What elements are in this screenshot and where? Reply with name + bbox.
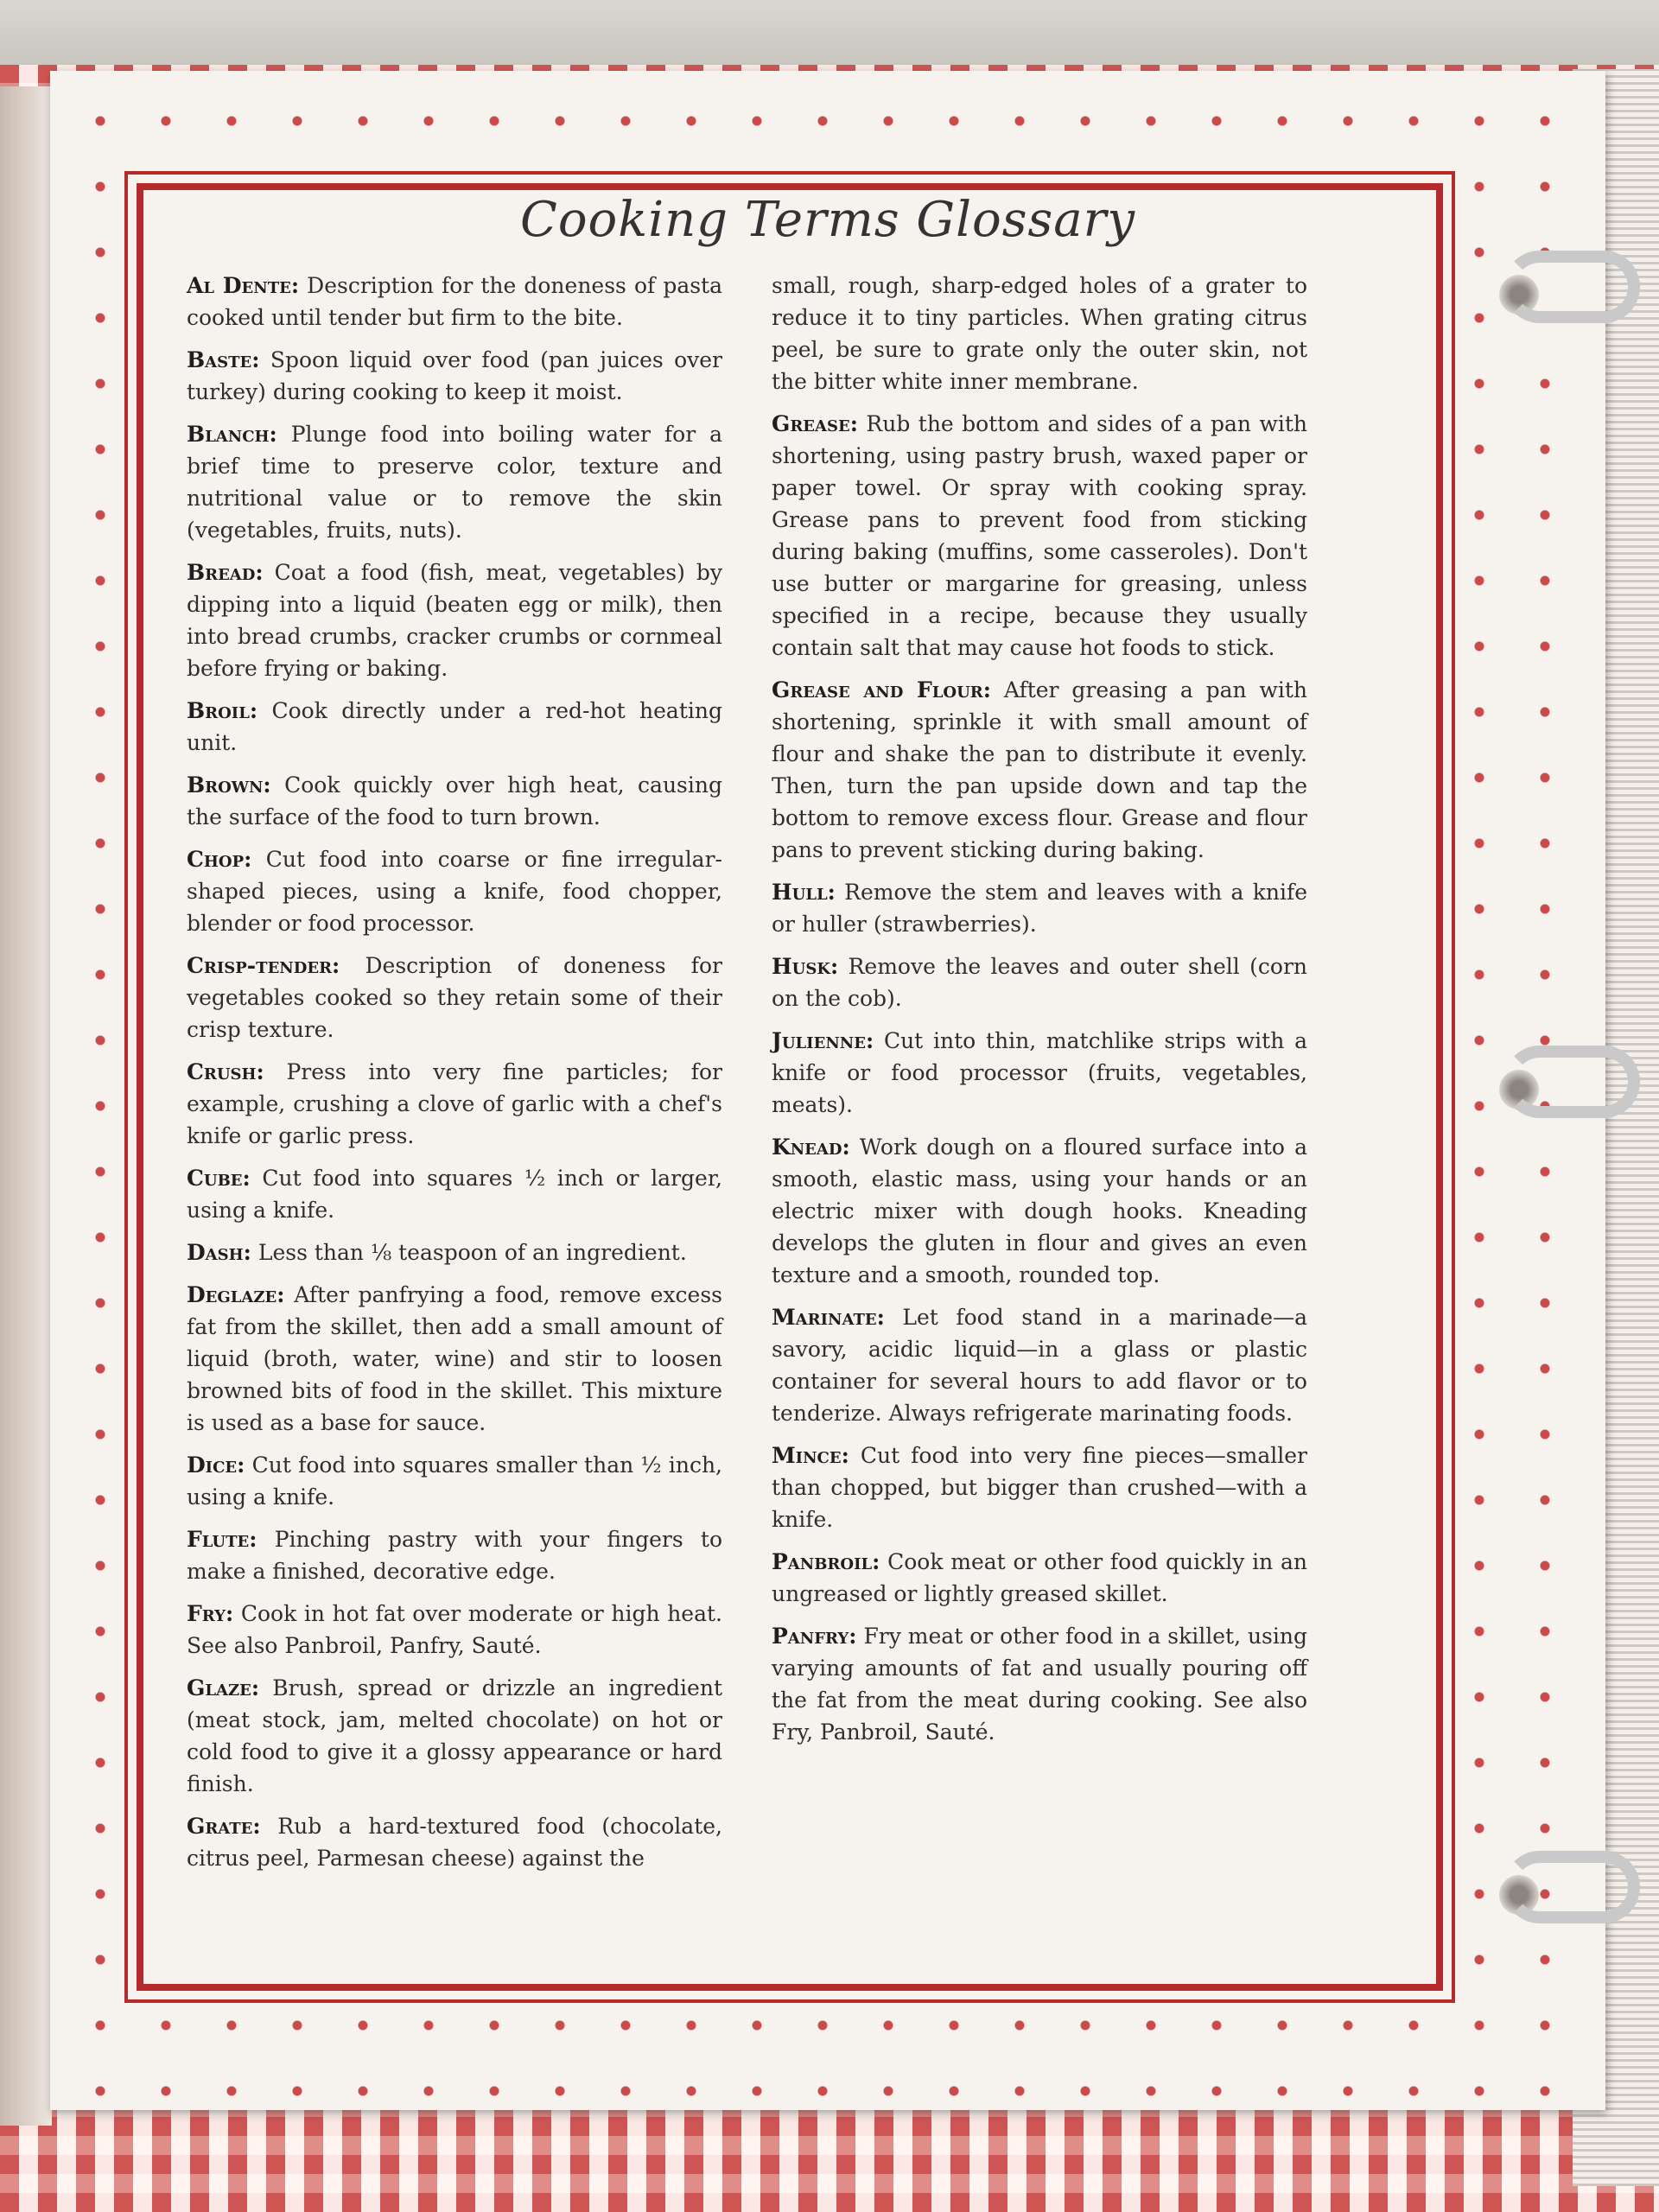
- definition: Brush, spread or drizzle an ingredient (meat stock, jam, melted chocolate) on hot or cold food to give it a glossy appearance or hard finish.: [187, 1675, 722, 1796]
- term: Fry:: [187, 1601, 234, 1626]
- term: Grease and Flour:: [772, 677, 991, 702]
- glossary-entry: [187, 1810, 722, 1874]
- term: Blanch:: [187, 422, 277, 447]
- page-title: Cooking Terms Glossary: [519, 192, 1136, 248]
- term: Knead:: [772, 1135, 850, 1160]
- term: Chop:: [187, 847, 252, 872]
- term: Julienne:: [772, 1028, 874, 1053]
- binder-ring-middle: [1503, 1046, 1640, 1118]
- term: Mince:: [772, 1443, 849, 1468]
- glossary-entry: [187, 950, 722, 1046]
- glossary-entry: [187, 695, 722, 759]
- glossary-entry: [187, 1672, 722, 1800]
- glossary-right-column: [772, 270, 1307, 1758]
- glossary-entry: [187, 344, 722, 408]
- definition: Rub the bottom and sides of a pan with shortening, using pastry brush, waxed paper or paper towel. Or spray with cooking spray. Grease pans to prevent food from sticking during baking (muffins, some casseroles). Don't use butter or margarine for greasing, unless specified in a recipe, because they usually contain salt that may cause hot foods to stick.: [772, 411, 1307, 660]
- glossary-entry: [187, 270, 722, 334]
- glossary-entry: [187, 418, 722, 546]
- glossary-entry: [187, 843, 722, 939]
- glossary-entry: [772, 876, 1307, 940]
- term: Grate:: [187, 1814, 261, 1839]
- term: Hull:: [772, 880, 836, 905]
- term: Brown:: [187, 772, 271, 798]
- definition: Cook quickly over high heat, causing the surface of the food to turn brown.: [187, 772, 722, 830]
- term: Crush:: [187, 1059, 264, 1084]
- glossary-entry: [772, 674, 1307, 866]
- definition: Cook in hot fat over moderate or high heat. See also Panbroil, Panfry, Sauté.: [187, 1601, 722, 1658]
- term: Bread:: [187, 560, 264, 585]
- glossary-entry: [772, 1620, 1307, 1748]
- binder-ring-bottom: [1503, 1851, 1640, 1923]
- term: Broil:: [187, 698, 258, 723]
- definition: After greasing a pan with shortening, sprinkle it with small amount of flour and shake the pan to distribute it evenly. Then, turn the pan upside down and tap the bottom to remove excess flour. Grease and flour pans to prevent sticking during baking.: [772, 677, 1307, 862]
- term: Flute:: [187, 1527, 257, 1552]
- definition: Let food stand in a marinade—a savory, acidic liquid—in a glass or plastic container for several hours to add flavor or to tenderize. Always refrigerate marinating foods.: [772, 1305, 1307, 1426]
- term: Al Dente:: [187, 273, 300, 298]
- term: Baste:: [187, 347, 260, 372]
- term: Deglaze:: [187, 1282, 285, 1307]
- glossary-entry: [772, 408, 1307, 664]
- term: Dice:: [187, 1452, 245, 1478]
- glossary-entry: [187, 1162, 722, 1226]
- term: Husk:: [772, 954, 839, 979]
- definition: Less than ⅛ teaspoon of an ingredient.: [257, 1240, 687, 1265]
- glossary-entry: [772, 1546, 1307, 1610]
- definition: Work dough on a floured surface into a smooth, elastic mass, using your hands or an electric mixer with dough hooks. Kneading develops the gluten in flour and gives an even texture and a smooth, rounded top.: [772, 1135, 1307, 1287]
- term: Panbroil:: [772, 1549, 880, 1574]
- glossary-entry: [187, 1449, 722, 1513]
- recipe-page: [50, 71, 1605, 2110]
- term: Panfry:: [772, 1624, 857, 1649]
- glossary-entry: [187, 1279, 722, 1439]
- definition: Remove the leaves and outer shell (corn on the cob).: [772, 954, 1307, 1011]
- definition: Spoon liquid over food (pan juices over turkey) during cooking to keep it moist.: [187, 347, 723, 404]
- definition: Cut food into very fine pieces—smaller than chopped, but bigger than crushed—with a knife.: [772, 1443, 1307, 1532]
- definition: Fry meat or other food in a skillet, using varying amounts of fat and usually pouring off the fat from the meat during cooking. See also Fry, Panbroil, Sauté.: [772, 1624, 1307, 1745]
- definition: Cut food into squares ½ inch or larger, using a knife.: [187, 1166, 722, 1223]
- definition: Coat a food (fish, meat, vegetables) by dipping into a liquid (beaten egg or milk), then into bread crumbs, cracker crumbs or cornmeal before frying or baking.: [187, 560, 722, 681]
- definition: Pinching pastry with your fingers to make a finished, decorative edge.: [187, 1527, 723, 1584]
- glossary-entry: [187, 769, 722, 833]
- term: Marinate:: [772, 1305, 885, 1330]
- glossary-entry: [772, 1440, 1307, 1535]
- glossary-entry: [772, 950, 1307, 1014]
- definition: Description for the doneness of pasta cooked until tender but firm to the bite.: [187, 273, 723, 330]
- definition: Cut food into squares smaller than ½ inch, using a knife.: [187, 1452, 723, 1510]
- definition: Cook meat or other food quickly in an ungreased or lightly greased skillet.: [772, 1549, 1307, 1606]
- definition: Remove the stem and leaves with a knife or huller (strawberries).: [772, 880, 1307, 937]
- glossary-left-column: [187, 270, 722, 1885]
- term: Dash:: [187, 1240, 251, 1265]
- glossary-entry: [772, 1301, 1307, 1429]
- glossary-entry: [772, 1131, 1307, 1291]
- definition: Press into very fine particles; for example, crushing a clove of garlic with a chef's knife or garlic press.: [187, 1059, 722, 1148]
- glossary-entry: [187, 1056, 722, 1152]
- term: Crisp-tender:: [187, 953, 340, 978]
- glossary-entry: [187, 1236, 722, 1268]
- glossary-entry: [187, 1598, 722, 1662]
- glossary-entry: [187, 556, 722, 684]
- towel-background: [0, 0, 1659, 65]
- definition: Cut into thin, matchlike strips with a knife or food processor (fruits, vegetables, meats).: [772, 1028, 1307, 1117]
- definition: Description of doneness for vegetables cooked so they retain some of their crisp texture.: [187, 953, 722, 1042]
- definition: Plunge food into boiling water for a brief time to preserve color, texture and nutritional value or to remove the skin (vegetables, fruits, nuts).: [187, 422, 722, 543]
- definition: Cut food into coarse or fine irregular-shaped pieces, using a knife, food chopper, blender or food processor.: [187, 847, 722, 936]
- glossary-entry: [187, 1523, 722, 1587]
- term: Cube:: [187, 1166, 251, 1191]
- definition: After panfrying a food, remove excess fat from the skillet, then add a small amount of liquid (broth, water, wine) and stir to loosen browned bits of food in the skillet. This mixture is used as a base for sauce.: [187, 1282, 723, 1435]
- left-page-edge: [0, 86, 52, 2126]
- glossary-continuation: small, rough, sharp-edged holes of a grater to reduce it to tiny particles. When grating citrus peel, be sure to grate only the outer skin, not the bitter white inner membrane.: [772, 273, 1307, 394]
- binder-ring-top: [1503, 251, 1640, 323]
- term: Grease:: [772, 411, 858, 436]
- glossary-entry: [772, 1025, 1307, 1121]
- definition: Rub a hard-textured food (chocolate, citrus peel, Parmesan cheese) against the: [187, 1814, 722, 1871]
- term: Glaze:: [187, 1675, 260, 1700]
- definition: Cook directly under a red-hot heating unit.: [187, 698, 722, 755]
